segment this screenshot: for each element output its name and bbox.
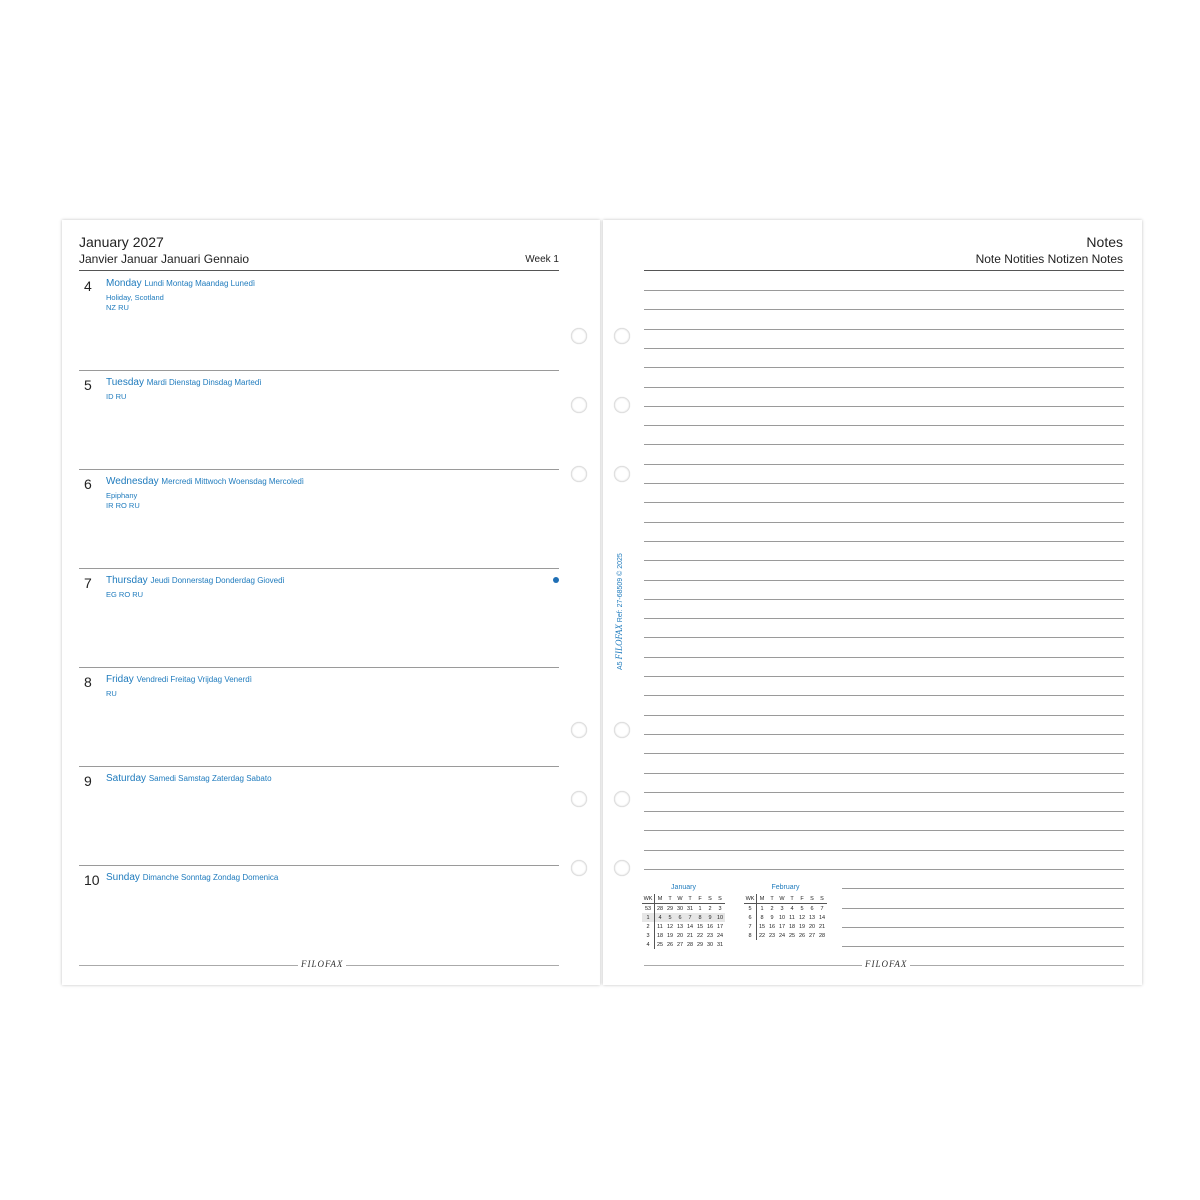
calendar-cell: 4 [642,940,655,949]
calendar-cell: 29 [666,905,674,912]
calendar-cell: 27 [676,941,684,948]
calendar-cell: 16 [768,923,776,930]
calendar-cell: 26 [798,932,806,939]
calendar-cell: 6 [744,913,757,922]
calendar-cell: 24 [778,932,786,939]
day-name-english: Sunday [106,872,140,883]
notes-translations: Note Notities Notizen Notes [975,252,1123,266]
note-line[interactable] [644,773,1124,774]
calendar-cell: 7 [685,913,695,922]
note-line[interactable] [644,309,1124,310]
day-name [106,674,252,685]
mini-calendar-grid [642,894,725,949]
binder-hole [571,466,587,482]
calendar-cell: 26 [666,941,674,948]
calendar-cell: 20 [676,932,684,939]
filofax-logo: FILOFAX [298,959,346,969]
calendar-cell: 3 [642,931,655,940]
ref-code: Ref: 27-68509 © 2025 [617,553,624,623]
mini-calendar-title: January [671,884,696,891]
calendar-cell: 12 [666,923,674,930]
notes-header-rule [644,270,1124,271]
calendar-header: WK [642,894,655,904]
calendar-header: F [797,894,807,904]
day-name [106,377,261,388]
day-name [106,773,272,784]
mini-calendar-title: February [771,884,800,891]
day-block[interactable] [79,866,559,965]
ref-brand: FILOFAX [614,624,624,660]
calendar-header: T [787,894,797,904]
binder-hole [571,328,587,344]
calendar-cell: 10 [716,914,724,921]
note-line[interactable] [842,908,1124,909]
calendar-cell: 5 [800,905,804,912]
calendar-cell: 22 [758,932,766,939]
calendar-cell: 28 [818,932,826,939]
day-note: RU [106,689,117,698]
day-name [106,575,285,586]
right-page [603,220,1142,985]
day-block[interactable] [79,668,559,767]
day-number: 4 [84,278,92,294]
calendar-cell: 6 [675,913,685,922]
month-title: January 2027 [79,234,164,250]
day-notes [106,689,117,699]
mini-calendar-january [642,884,725,949]
calendar-cell: 11 [657,923,663,930]
calendar-header: T [685,894,695,904]
calendar-cell: 9 [705,913,715,922]
calendar-cell: 6 [810,905,814,912]
day-note: NZ RU [106,303,129,312]
day-note: Epiphany [106,491,138,500]
calendar-cell: 14 [686,923,694,930]
calendar-cell: 3 [718,905,722,912]
day-number: 5 [84,377,92,393]
day-block[interactable] [79,470,559,569]
calendar-cell: 17 [716,923,724,930]
day-name-translations: Mercredi Mittwoch Woensdag Mercoledì [161,477,304,486]
calendar-header: T [767,894,777,904]
note-line[interactable] [842,888,1124,889]
day-name-english: Tuesday [106,377,144,388]
calendar-cell: 2 [770,905,774,912]
calendar-cell: 8 [744,931,757,940]
calendar-cell: 30 [706,941,714,948]
calendar-header: M [757,894,768,904]
note-line[interactable] [644,387,1124,388]
calendar-cell: 1 [698,905,702,912]
day-number: 10 [84,872,100,888]
day-notes [106,491,140,511]
day-notes [106,392,126,402]
calendar-cell: 15 [696,923,704,930]
calendar-cell: 13 [676,923,684,930]
day-name-english: Saturday [106,773,147,784]
calendar-cell: 53 [642,904,655,914]
calendar-cell: 31 [686,905,694,912]
calendar-header: WK [744,894,757,904]
binder-hole [614,397,630,413]
note-line[interactable] [644,502,1124,503]
calendar-cell: 13 [808,914,816,921]
note-line[interactable] [644,695,1124,696]
calendar-cell: 8 [760,914,764,921]
calendar-header: S [817,894,827,904]
calendar-header: W [777,894,787,904]
calendar-cell: 16 [706,923,714,930]
note-line[interactable] [644,869,1124,870]
calendar-cell: 21 [686,932,694,939]
calendar-cell: 27 [808,932,816,939]
mini-calendar-february [744,884,827,940]
calendar-cell: 23 [706,932,714,939]
day-name-translations: Dimanche Sonntag Zondag Domenica [142,873,279,882]
calendar-cell: 11 [789,914,795,921]
calendar-cell: 17 [778,923,786,930]
month-translations: Janvier Januar Januari Gennaio [79,252,250,266]
note-line[interactable] [644,599,1124,600]
binder-hole [571,860,587,876]
calendar-cell: 21 [818,923,826,930]
binder-hole [614,466,630,482]
calendar-header: T [665,894,675,904]
calendar-header: S [807,894,817,904]
calendar-cell: 1 [760,905,764,912]
calendar-cell: 2 [708,905,712,912]
mini-calendar-grid [744,894,827,940]
calendar-cell: 12 [798,914,806,921]
day-number: 6 [84,476,92,492]
note-line[interactable] [644,580,1124,581]
note-line[interactable] [842,927,1124,928]
note-line[interactable] [644,483,1124,484]
note-line[interactable] [644,541,1124,542]
calendar-cell: 19 [666,932,674,939]
calendar-cell: 25 [656,941,664,948]
calendar-cell: 31 [716,941,724,948]
day-name-translations: Lundi Montag Maandag Lunedì [144,279,256,288]
day-name-translations: Vendredi Freitag Vrijdag Venerdì [136,675,252,684]
day-number: 8 [84,674,92,690]
day-name-english: Monday [106,278,142,289]
calendar-cell: 29 [696,941,704,948]
calendar-header: S [715,894,725,904]
notes-title: Notes [1086,234,1123,250]
calendar-header: M [655,894,666,904]
calendar-cell: 28 [656,905,664,912]
note-line[interactable] [644,657,1124,658]
calendar-header: W [675,894,685,904]
day-number: 7 [84,575,92,591]
note-line[interactable] [644,830,1124,831]
binder-hole [614,328,630,344]
week-label: Week 1 [525,254,559,265]
ref-size: A5 [617,661,624,670]
note-line[interactable] [644,464,1124,465]
day-name-translations: Mardi Dienstag Dinsdag Martedì [146,378,262,387]
note-line[interactable] [644,560,1124,561]
binder-hole [614,860,630,876]
calendar-cell: 9 [770,914,774,921]
binder-hole [571,722,587,738]
note-line[interactable] [644,367,1124,368]
note-line[interactable] [644,522,1124,523]
note-line[interactable] [644,734,1124,735]
day-name-translations: Samedi Samstag Zaterdag Sabato [148,774,272,783]
calendar-header: S [705,894,715,904]
calendar-cell: 5 [744,904,757,914]
note-line[interactable] [644,348,1124,349]
day-notes [106,590,143,600]
day-name-english: Thursday [106,575,148,586]
calendar-cell: 25 [788,932,796,939]
calendar-cell: 4 [790,905,794,912]
note-line[interactable] [644,753,1124,754]
day-number: 9 [84,773,92,789]
day-name-translations: Jeudi Donnerstag Donderdag Giovedì [150,576,285,585]
note-line[interactable] [644,676,1124,677]
calendar-cell: 18 [656,932,664,939]
calendar-cell: 2 [642,922,655,931]
calendar-cell: 15 [758,923,766,930]
header-rule [79,270,559,271]
calendar-cell: 30 [676,905,684,912]
day-name-english: Friday [106,674,134,685]
binder-hole [571,791,587,807]
note-line[interactable] [644,715,1124,716]
calendar-cell: 3 [780,905,784,912]
note-line[interactable] [842,946,1124,947]
day-note: Holiday, Scotland [106,293,164,302]
note-line[interactable] [644,850,1124,851]
calendar-cell: 5 [665,913,675,922]
note-line[interactable] [644,811,1124,812]
calendar-cell: 7 [820,905,824,912]
calendar-header: F [695,894,705,904]
calendar-cell: 18 [788,923,796,930]
day-note: ID RU [106,392,127,401]
calendar-cell: 24 [716,932,724,939]
note-line[interactable] [644,792,1124,793]
binder-hole [614,791,630,807]
note-line[interactable] [644,329,1124,330]
calendar-cell: 7 [744,922,757,931]
calendar-cell: 19 [798,923,806,930]
day-block[interactable] [79,569,559,668]
day-notes [106,293,164,313]
calendar-cell: 8 [695,913,705,922]
note-line[interactable] [644,444,1124,445]
left-page [62,220,600,985]
calendar-cell: 22 [696,932,704,939]
binder-hole [614,722,630,738]
note-line[interactable] [644,637,1124,638]
binder-hole [571,397,587,413]
calendar-cell: 14 [818,914,826,921]
calendar-cell: 20 [808,923,816,930]
calendar-cell: 23 [768,932,776,939]
day-block[interactable] [79,767,559,866]
full-moon-icon [553,577,559,583]
day-name [106,872,278,883]
note-line[interactable] [644,618,1124,619]
day-note: IR RO RU [106,501,140,510]
day-name [106,278,255,289]
calendar-cell: 4 [655,913,666,922]
day-block[interactable] [79,272,559,371]
day-name-english: Wednesday [106,476,159,487]
day-block[interactable] [79,371,559,470]
note-line[interactable] [644,406,1124,407]
note-line[interactable] [644,290,1124,291]
day-note: EG RO RU [106,590,144,599]
calendar-cell: 10 [778,914,786,921]
note-line[interactable] [644,425,1124,426]
calendar-cell: 28 [686,941,694,948]
day-name [106,476,304,487]
calendar-cell: 1 [642,913,655,922]
filofax-logo: FILOFAX [862,959,910,969]
